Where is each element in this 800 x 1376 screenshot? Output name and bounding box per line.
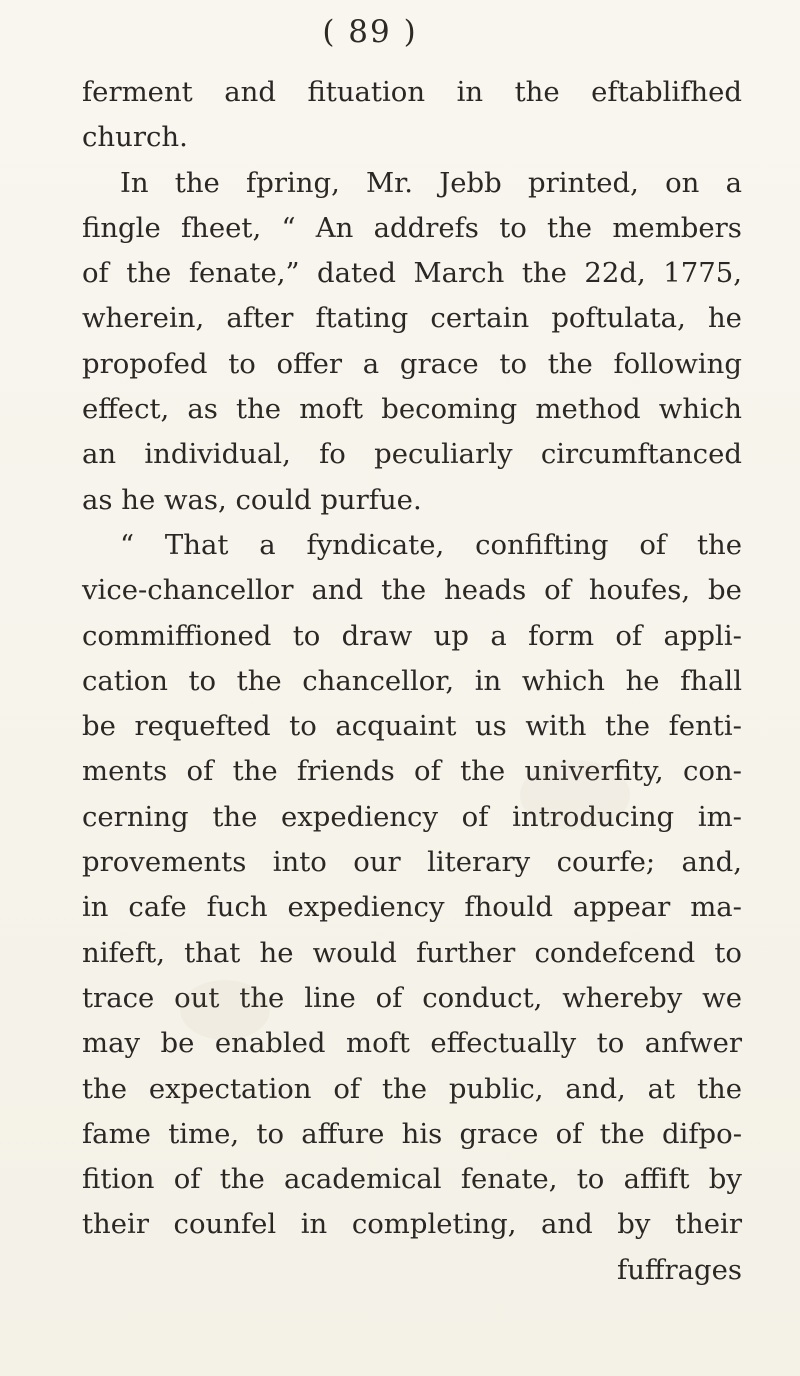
word: con- <box>682 755 742 788</box>
word: in <box>456 76 484 108</box>
text-line-24 <box>82 1112 742 1157</box>
word: fenate, <box>460 1163 558 1196</box>
word: the <box>219 1163 265 1196</box>
word: difpo- <box>661 1117 742 1150</box>
text-line-1 <box>82 70 742 115</box>
word: acquaint <box>335 710 457 743</box>
word: would <box>312 936 397 969</box>
word: fuch <box>206 891 268 924</box>
word: to <box>228 347 256 380</box>
word: to <box>292 619 321 652</box>
word: fhould <box>464 891 553 924</box>
word: further <box>416 936 516 969</box>
word: of <box>461 800 489 833</box>
word: fingle <box>82 211 161 244</box>
text-line-5 <box>82 251 742 296</box>
word: In <box>120 166 149 199</box>
word: as <box>187 393 218 426</box>
word: addrefs <box>373 211 479 244</box>
word: be <box>82 710 116 743</box>
word: fenate,” <box>188 257 300 290</box>
word: expectation <box>148 1072 312 1105</box>
text-line-13 <box>82 614 742 659</box>
word: cation <box>82 664 168 697</box>
word: “ <box>120 528 135 561</box>
word: members <box>612 211 742 244</box>
word: enabled <box>214 1027 326 1060</box>
word: heads <box>444 574 527 607</box>
word: vice-chancellor <box>82 574 294 607</box>
word: houfes, <box>588 574 691 607</box>
word: nifeft, <box>82 936 165 969</box>
word: our <box>353 846 401 879</box>
word: im- <box>697 800 742 833</box>
word: printed, <box>527 166 639 199</box>
word: he <box>625 664 660 697</box>
word: cerning <box>82 800 189 833</box>
word: univerfity, <box>524 755 664 788</box>
word: a <box>259 528 276 561</box>
text-line-22 <box>82 1021 742 1066</box>
word: fame <box>82 1117 151 1150</box>
word: and, <box>565 1072 626 1105</box>
word: of <box>555 1117 583 1150</box>
text-line-11 <box>82 523 742 568</box>
word: draw <box>341 619 413 652</box>
word: grace <box>459 1117 539 1150</box>
word: the <box>381 574 427 607</box>
word: effect, <box>82 393 170 426</box>
word: expediency <box>281 800 438 833</box>
word: of <box>333 1072 361 1105</box>
word: of <box>82 257 109 290</box>
text-line-9 <box>82 432 742 477</box>
word: we <box>702 981 742 1014</box>
word: their <box>82 1208 149 1241</box>
word: of <box>186 755 214 788</box>
word: appear <box>572 891 671 924</box>
word: on <box>665 166 700 199</box>
word: anfwer <box>644 1027 742 1060</box>
word: be <box>160 1027 195 1060</box>
word: fenti- <box>668 710 742 743</box>
body-text <box>82 70 742 1293</box>
word: following <box>613 347 742 380</box>
word: appli- <box>663 619 742 652</box>
word: condefcend <box>534 936 696 969</box>
word: to <box>256 1117 285 1150</box>
word: trace <box>82 981 155 1014</box>
text-line-16 <box>82 749 742 794</box>
word: the <box>514 76 560 108</box>
word: the <box>239 981 285 1014</box>
word: certain <box>430 302 530 335</box>
word: ments <box>82 755 168 788</box>
word: peculiarly <box>374 438 513 471</box>
word: the <box>212 800 258 833</box>
word: academical <box>284 1163 442 1196</box>
word: to <box>499 211 527 244</box>
word: offer <box>276 347 343 380</box>
word: ftating <box>315 302 409 335</box>
word: the <box>232 755 278 788</box>
word: which <box>521 664 605 697</box>
text-line-17 <box>82 795 742 840</box>
word: up <box>433 619 469 652</box>
word: us <box>474 710 507 743</box>
word: his <box>401 1117 443 1150</box>
text-line-8 <box>82 387 742 432</box>
word: provements <box>82 846 247 879</box>
text-line-23 <box>82 1067 742 1112</box>
word: individual, <box>144 438 291 471</box>
word: poftulata, <box>551 302 686 335</box>
text-line-25 <box>82 1157 742 1202</box>
word: fituation <box>307 76 426 108</box>
text-line-21 <box>82 976 742 1021</box>
word: ma- <box>690 891 742 924</box>
text-line-15 <box>82 704 742 749</box>
word: requefted <box>134 710 271 743</box>
word: the <box>460 755 506 788</box>
word: affift <box>623 1163 690 1196</box>
word: wherein, <box>82 302 205 335</box>
word: friends <box>296 755 395 788</box>
text-line-6 <box>82 296 742 341</box>
word: the <box>82 1072 128 1105</box>
word: the <box>174 166 220 199</box>
word: to <box>188 664 217 697</box>
text-line-4 <box>82 206 742 251</box>
word: the <box>381 1072 427 1105</box>
word: conduct, <box>422 981 543 1014</box>
word: courfe; <box>556 846 656 879</box>
word: commiffioned <box>82 619 272 652</box>
text-line-12 <box>82 568 742 613</box>
word: fyndicate, <box>306 528 445 561</box>
word: of <box>173 1163 201 1196</box>
word: with <box>525 710 587 743</box>
text-line-10: as he was, could purfue. <box>82 483 422 516</box>
word: to <box>499 347 528 380</box>
word: eftablifhed <box>591 76 742 108</box>
text-line-18 <box>82 840 742 885</box>
word: 1775, <box>663 257 742 290</box>
word: of <box>375 981 403 1014</box>
word: a <box>490 619 507 652</box>
word: in <box>82 891 109 924</box>
word: counfel <box>173 1208 277 1241</box>
word: the <box>696 528 742 561</box>
word: grace <box>399 347 479 380</box>
word: he <box>259 936 294 969</box>
word: fo <box>319 438 346 471</box>
text-line-26 <box>82 1202 742 1247</box>
word: fpring, <box>246 166 340 199</box>
word: to <box>714 936 742 969</box>
word: to <box>289 710 317 743</box>
word: the <box>547 211 593 244</box>
word: the <box>236 664 282 697</box>
word: propofed <box>82 347 208 380</box>
word: introducing <box>512 800 675 833</box>
word: fheet, <box>180 211 262 244</box>
word: expediency <box>287 891 445 924</box>
word: the <box>521 257 567 290</box>
word: moft <box>346 1027 410 1060</box>
word: and <box>311 574 364 607</box>
word: after <box>226 302 294 335</box>
word: 22d, <box>584 257 646 290</box>
word: chancellor, <box>302 664 455 697</box>
text-line-7 <box>82 342 742 387</box>
word: circumftanced <box>540 438 742 471</box>
word: Mr. <box>366 166 414 199</box>
word: to <box>596 1027 625 1060</box>
word: may <box>82 1027 141 1060</box>
word: and, <box>681 846 742 879</box>
word: the <box>126 257 172 290</box>
word: their <box>675 1208 742 1241</box>
word: March <box>413 257 505 290</box>
word: fhall <box>680 664 742 697</box>
word: of <box>544 574 571 607</box>
word: into <box>272 846 327 879</box>
word: at <box>647 1072 676 1105</box>
word: public, <box>448 1072 544 1105</box>
text-line-19 <box>82 885 742 930</box>
word: of <box>639 528 667 561</box>
word: of <box>615 619 643 652</box>
word: effectually <box>430 1027 577 1060</box>
word: Jebb <box>439 166 502 199</box>
text-line-20 <box>82 931 742 976</box>
word: becoming <box>381 393 518 426</box>
word: That <box>164 528 229 561</box>
word: and <box>224 76 276 108</box>
word: literary <box>427 846 531 879</box>
word: a <box>362 347 380 380</box>
word: in <box>300 1208 328 1241</box>
word: completing, <box>351 1208 517 1241</box>
word: form <box>528 619 595 652</box>
page-number: ( 89 ) <box>322 14 418 50</box>
word: the <box>605 710 651 743</box>
word: be <box>708 574 742 607</box>
word: fition <box>82 1163 155 1196</box>
word: affure <box>301 1117 385 1150</box>
word: and <box>541 1208 593 1241</box>
word: the <box>547 347 593 380</box>
word: in <box>474 664 502 697</box>
word: he <box>707 302 742 335</box>
word: the <box>236 393 282 426</box>
word: dated <box>317 257 396 290</box>
catchword: fuffrages <box>617 1253 742 1286</box>
word: line <box>304 981 356 1014</box>
word: which <box>658 393 742 426</box>
word: An <box>315 211 354 244</box>
word: of <box>414 755 441 788</box>
word: moft <box>299 393 364 426</box>
word: an <box>82 438 117 471</box>
word: a <box>725 166 742 199</box>
word: cafe <box>128 891 187 924</box>
word: by <box>708 1163 742 1196</box>
word: confifting <box>475 528 609 561</box>
word: whereby <box>562 981 683 1014</box>
word: by <box>617 1208 651 1241</box>
word: “ <box>281 211 296 244</box>
word: the <box>696 1072 742 1105</box>
text-line-3 <box>82 161 742 206</box>
word: method <box>535 393 641 426</box>
word: out <box>174 981 220 1014</box>
text-line-2: church. <box>82 121 188 154</box>
word: the <box>599 1117 645 1150</box>
word: time, <box>168 1117 240 1150</box>
word: ferment <box>82 76 193 108</box>
text-line-14 <box>82 659 742 704</box>
word: that <box>184 936 241 969</box>
word: to <box>576 1163 605 1196</box>
